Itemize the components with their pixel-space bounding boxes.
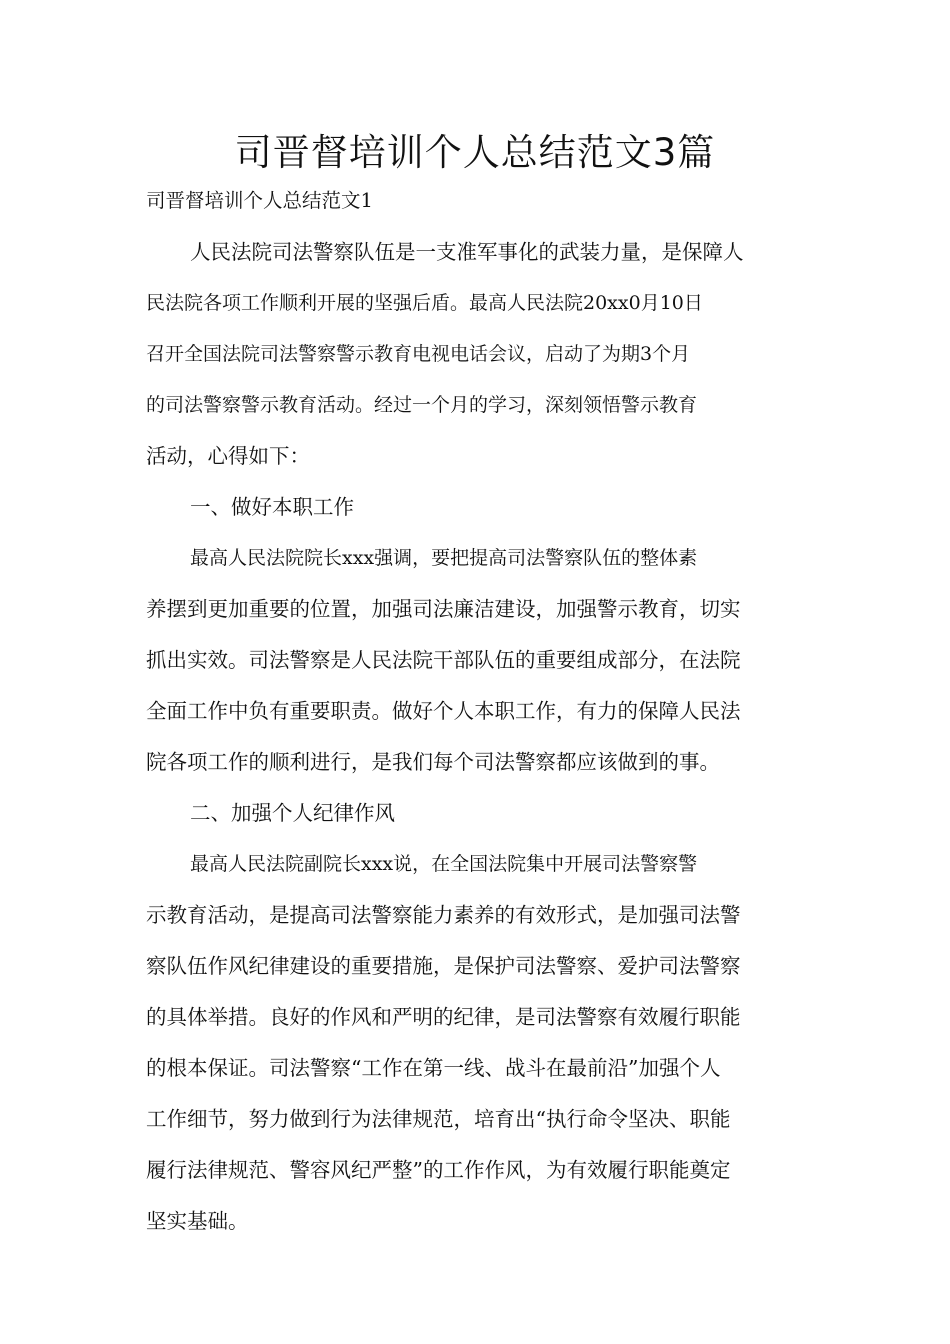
paragraph-line: 察队伍作风纪律建设的重要措施，是保护司法警察、爱护司法警察 xyxy=(146,954,741,978)
paragraph-line: 全面工作中负有重要职责。做好个人本职工作，有力的保障人民法 xyxy=(146,699,741,723)
paragraph-line: 民法院各项工作顺利开展的坚强后盾。最高人民法院20xx0月10日 xyxy=(146,292,703,314)
paragraph-line: 坚实基础。 xyxy=(146,1209,249,1233)
document-body xyxy=(146,233,806,1253)
paragraph-line: 示教育活动，是提高司法警察能力素养的有效形式，是加强司法警 xyxy=(146,903,741,927)
paragraph-line: 最高人民法院院长xxx强调，要把提高司法警察队伍的整体素 xyxy=(190,547,698,569)
paragraph-line: 工作细节，努力做到行为法律规范，培育出“执行命令坚决、职能 xyxy=(146,1107,731,1131)
paragraph-line: 的司法警察警示教育活动。经过一个月的学习，深刻领悟警示教育 xyxy=(146,394,698,416)
paragraph-line: 抓出实效。司法警察是人民法院干部队伍的重要组成部分，在法院 xyxy=(146,648,741,672)
paragraph-line: 的根本保证。司法警察“工作在第一线、战斗在最前沿”加强个人 xyxy=(146,1056,721,1080)
paragraph-line: 活动，心得如下： xyxy=(146,444,310,468)
paragraph-line: 的具体举措。良好的作风和严明的纪律，是司法警察有效履行职能 xyxy=(146,1005,741,1029)
paragraph-line: 院各项工作的顺利进行，是我们每个司法警察都应该做到的事。 xyxy=(146,750,720,774)
paragraph-line: 养摆到更加重要的位置，加强司法廉洁建设，加强警示教育，切实 xyxy=(146,597,741,621)
section-heading: 一、做好本职工作 xyxy=(190,495,354,519)
section-heading: 二、加强个人纪律作风 xyxy=(190,801,395,825)
document-subtitle: 司晋督培训个人总结范文1 xyxy=(146,189,373,212)
paragraph-line: 召开全国法院司法警察警示教育电视电话会议，启动了为期3个月 xyxy=(146,343,691,365)
document-title: 司晋督培训个人总结范文3篇 xyxy=(234,131,716,174)
paragraph-line: 最高人民法院副院长xxx说，在全国法院集中开展司法警察警 xyxy=(190,853,698,875)
paragraph-line: 人民法院司法警察队伍是一支准军事化的武装力量，是保障人 xyxy=(190,240,744,264)
paragraph-line: 履行法律规范、警容风纪严整”的工作作风，为有效履行职能奠定 xyxy=(146,1158,731,1182)
